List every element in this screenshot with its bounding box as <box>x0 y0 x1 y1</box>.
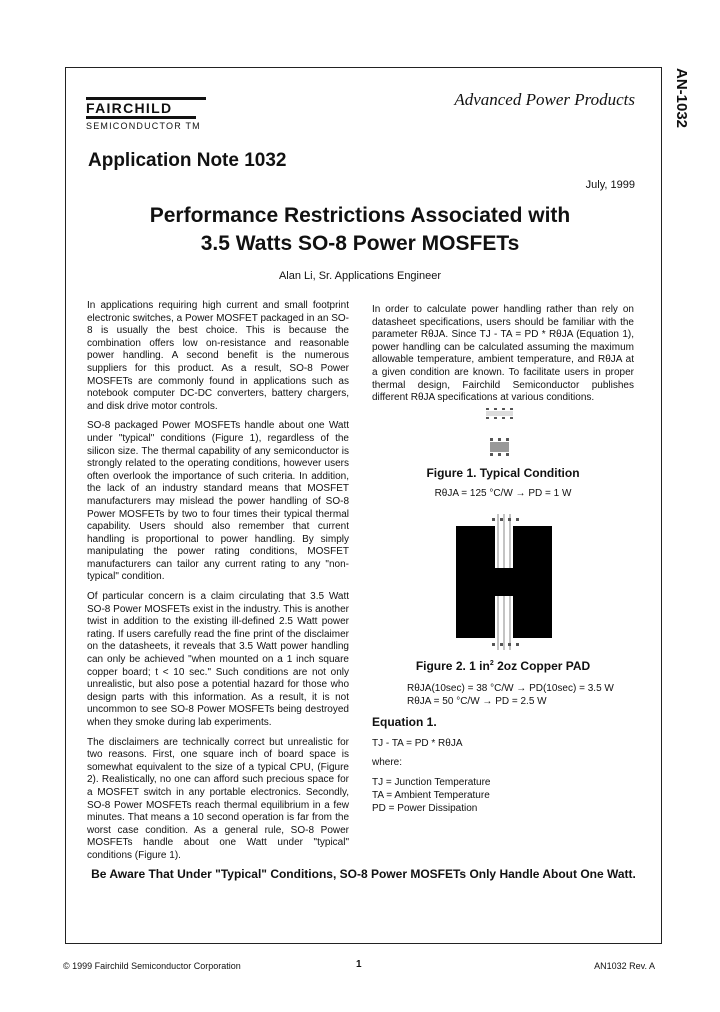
figure-2-caption-superscript: 2 <box>489 660 494 667</box>
summary-banner: Be Aware That Under "Typical" Conditions, SO-8 Power MOSFETs Only Handle About One Watt. <box>91 867 636 881</box>
definition-ta: TA = Ambient Temperature <box>372 790 490 801</box>
fairchild-logo <box>86 96 206 131</box>
paragraph: Of particular concern is a claim circulating that 3.5 Watt SO-8 Power MOSFETs exist in the industry. This is another twist in addition to the existing ill-defined 2.5 Watt power rating. If users carefully read the fine print of the disclaimer on the datasheets, it reveals that 3.5 Watt power handling can only be achieved "when mounted on a 1 inch square copper board; t < 10 sec." Such conditions are not only unrealistic, but also pose a potential hazard for those who design parts with this information. As a result, it is not uncommon to see SO-8 Power MOSFETs being destroyed when they smoke during lab experiments. <box>87 591 349 728</box>
page-number: 1 <box>356 959 362 970</box>
figure-2-equations <box>407 682 614 708</box>
paragraph: In applications requiring high current and small footprint electronic switches, a Power MOSFET packaged in an SO-8 is usually the best choice. This is because the combination offers low on-resistance and reasonable power handling. A second benefit is the numerous suppliers for this product. As a result, SO-8 Power MOSFETs are commonly found in applications such as notebook computer DC-DC converters, battery chargers, and disk drive motor controls. <box>87 300 349 412</box>
side-label: AN-1032 <box>673 68 690 129</box>
date: July, 1999 <box>585 179 635 191</box>
logo-sub: SEMICONDUCTOR TM <box>86 121 201 131</box>
figure-2-caption <box>372 659 634 673</box>
title-line-2: 3.5 Watts SO-8 Power MOSFETs <box>200 232 520 255</box>
logo-name: FAIRCHILD <box>86 100 173 116</box>
figure-2-caption-part: Figure 2. 1 in <box>415 659 490 673</box>
document-title <box>100 202 620 258</box>
equation-heading: Equation 1. <box>372 715 437 729</box>
tagline: Advanced Power Products <box>454 90 635 109</box>
paragraph: SO-8 packaged Power MOSFETs handle about one Watt under "typical" conditions (Figure 1), regardless of the silicon size. The thermal capability of any semiconductor is strongly related to the operating conditions, however users often overlook the importance of such criteria. In addition, the lack of an industry standard means that MOSFET manufacturers may mislead the power handling of SO-8 Power MOSFETs by two to four times their typical thermal capability. Users should also remember that current handling is proportional to power handling. By simply manipulating the power rating conditions, MOSFET manufacturers can tailor any current rating to any "non-typical" condition. <box>87 420 349 583</box>
so8-package-figure <box>478 404 528 460</box>
copper-pad-figure <box>456 512 552 652</box>
right-column <box>372 304 634 412</box>
figure-2-caption-part: 2oz Copper PAD <box>493 659 591 673</box>
definition-tj: TJ = Junction Temperature <box>372 777 491 788</box>
figure-1-equation: RθJA = 125 °C/W → PD = 1 W <box>434 488 572 499</box>
title-line-1: Performance Restrictions Associated with <box>149 204 571 227</box>
author: Alan Li, Sr. Applications Engineer <box>278 270 442 282</box>
where-label: where: <box>372 757 403 768</box>
footer-copyright: © 1999 Fairchild Semiconductor Corporation <box>63 961 241 971</box>
paragraph: The disclaimers are technically correct but unrealistic for two reasons. First, one square inch of board space is somewhat equivalent to the size of a typical CPU, (Figure 2). Realistically, no one can afford such precious space for a MOSFET switch in any portable electronics. Secondly, SO-8 Power MOSFETs reach thermal equilibrium in a few minutes. That means a 10 second operation is far from the worst case condition. As a general rule, SO-8 Power MOSFETs handle about one Watt under "typical" conditions (Figure 1). <box>87 736 349 861</box>
figure-1-caption: Figure 1. Typical Condition <box>426 466 580 480</box>
definition-pd: PD = Power Dissipation <box>372 803 478 814</box>
figure-2-equation-steady: RθJA = 50 °C/W → PD = 2.5 W <box>407 696 547 707</box>
app-note-number: Application Note 1032 <box>88 150 287 171</box>
definitions <box>372 776 491 815</box>
left-column <box>87 300 349 870</box>
figure-2-equation-10sec: RθJA(10sec) = 38 °C/W → PD(10sec) = 3.5 W <box>407 683 614 694</box>
logo-bar-bottom <box>86 116 196 119</box>
equation-1: TJ - TA = PD * RθJA <box>372 738 463 749</box>
paragraph: In order to calculate power handling rather than rely on datasheet specifications, users should be familiar with the parameter RθJA. Since TJ - TA = PD * RθJA (Equation 1), power handling can be calculated assuming the maximum allowable temperature, ambient temperature, and RθJA at a given condition are known. To facilitate users in proper thermal design, Fairchild Semiconductor publishes different RθJA specifications at various conditions. <box>372 304 634 404</box>
footer-revision: AN1032 Rev. A <box>594 961 655 971</box>
